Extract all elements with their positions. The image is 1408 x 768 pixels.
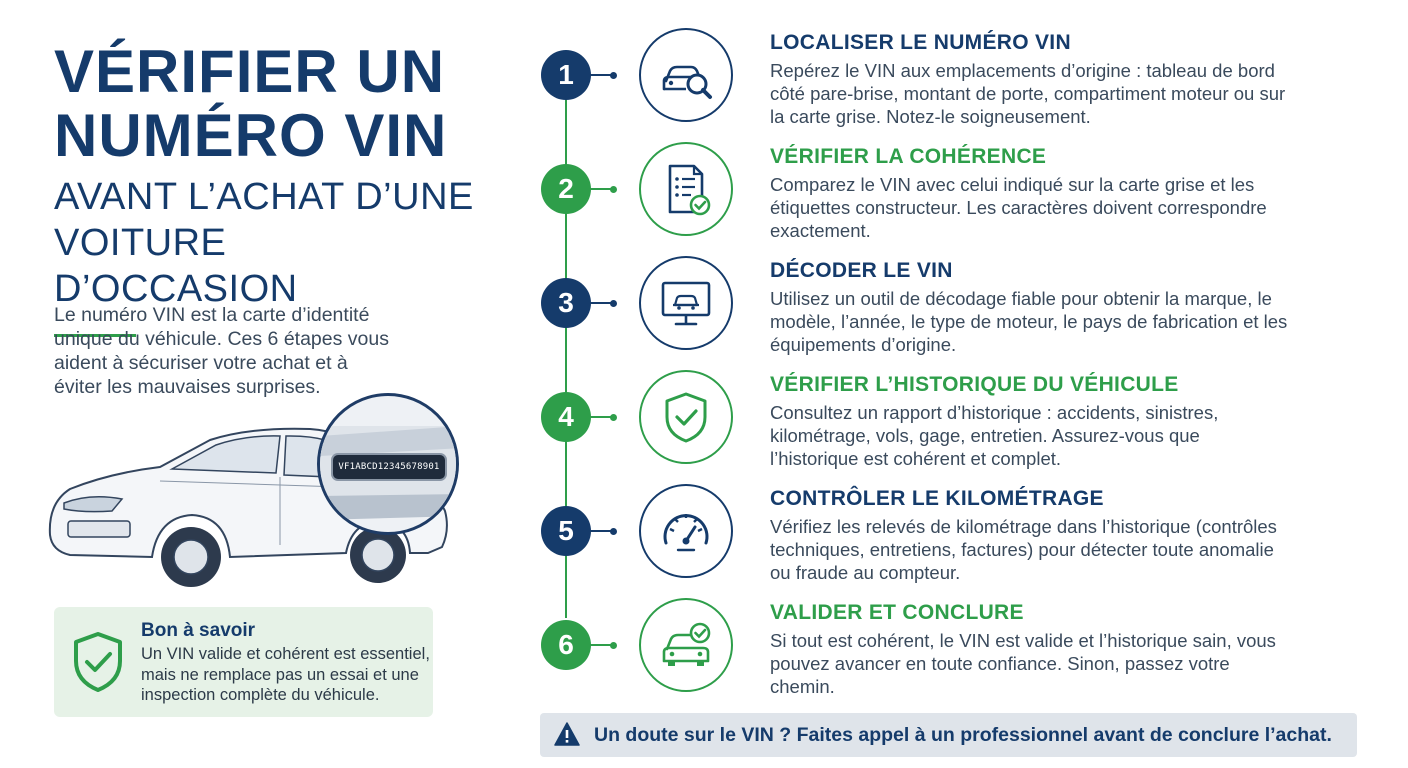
step-number-4: 4 bbox=[541, 392, 591, 442]
car-search-icon bbox=[658, 47, 714, 103]
step-number-5: 5 bbox=[541, 506, 591, 556]
step-icon-circle bbox=[639, 598, 733, 692]
tip-box bbox=[54, 607, 433, 717]
tip-text: Un VIN valide et cohérent est essentiel, mais ne remplace pas un essai et une inspection complète du véhicule. bbox=[141, 645, 430, 704]
step-icon-circle bbox=[639, 370, 733, 464]
page-title-line2: NUMÉRO VIN bbox=[54, 102, 448, 169]
step-connector-dot bbox=[610, 414, 617, 421]
step-title: VÉRIFIER L’HISTORIQUE DU VÉHICULE bbox=[770, 373, 1179, 396]
page-subtitle-line2: VOITURE D’OCCASION bbox=[54, 222, 298, 310]
alert-banner bbox=[540, 713, 1357, 757]
step-connector-dot bbox=[610, 72, 617, 79]
step-number-6: 6 bbox=[541, 620, 591, 670]
step-number-2: 2 bbox=[541, 164, 591, 214]
step-title: DÉCODER LE VIN bbox=[770, 259, 953, 282]
intro-text: Le numéro VIN est la carte d’identité unique du véhicule. Ces 6 étapes vous aident à sécuriser votre achat et à éviter les mauvaises surprises. bbox=[54, 304, 389, 398]
step-number-1: 1 bbox=[541, 50, 591, 100]
step-icon-circle bbox=[639, 28, 733, 122]
page-title-line1: VÉRIFIER UN bbox=[54, 38, 446, 105]
vin-plate: VF1ABCD12345678901 bbox=[331, 453, 447, 481]
car-check-icon bbox=[658, 617, 714, 673]
step-icon-circle bbox=[639, 484, 733, 578]
step-connector-dot bbox=[610, 300, 617, 307]
step-title: VALIDER ET CONCLURE bbox=[770, 601, 1024, 624]
step-connector-dot bbox=[610, 528, 617, 535]
step-text: Utilisez un outil de décodage fiable pour obtenir la marque, le modèle, l’année, le type de moteur, le pays de fabrication et les équipements d’origine. bbox=[770, 288, 1288, 355]
shield-check-icon bbox=[658, 389, 714, 445]
checklist-document-icon bbox=[658, 161, 714, 217]
step-title: VÉRIFIER LA COHÉRENCE bbox=[770, 145, 1047, 168]
step-icon-circle bbox=[639, 142, 733, 236]
step-title: CONTRÔLER LE KILOMÉTRAGE bbox=[770, 487, 1104, 510]
step-icon-circle bbox=[639, 256, 733, 350]
monitor-car-icon bbox=[658, 275, 714, 331]
tip-title: Bon à savoir bbox=[141, 620, 256, 641]
step-text: Vérifiez les relevés de kilométrage dans l’historique (contrôles techniques, entretiens, factures) pour détecter toute anomalie ou fraude au compteur. bbox=[770, 516, 1277, 583]
step-text: Comparez le VIN avec celui indiqué sur la carte grise et les étiquettes constructeur. Les caractères doivent correspondre exactement. bbox=[770, 174, 1267, 241]
step-text: Repérez le VIN aux emplacements d’origine : tableau de bord côté pare-brise, montant de porte, compartiment moteur ou sur la carte grise. Notez-le soigneusement. bbox=[770, 60, 1286, 127]
step-connector-dot bbox=[610, 642, 617, 649]
step-title: LOCALISER LE NUMÉRO VIN bbox=[770, 31, 1071, 54]
speedometer-icon bbox=[658, 503, 714, 559]
warning-icon bbox=[554, 722, 580, 746]
step-text: Consultez un rapport d’historique : accidents, sinistres, kilométrage, vols, gage, entretien. Assurez-vous que l’historique est cohérent et complet. bbox=[770, 402, 1219, 469]
page-subtitle-line1: AVANT L’ACHAT D’UNE bbox=[54, 176, 474, 218]
step-connector-dot bbox=[610, 186, 617, 193]
alert-text: Un doute sur le VIN ? Faites appel à un professionnel avant de conclure l’achat. bbox=[594, 724, 1332, 746]
step-text: Si tout est cohérent, le VIN est valide et l’historique sain, vous pouvez avancer en toute confiance. Sinon, passez votre chemin. bbox=[770, 630, 1276, 697]
shield-check-icon bbox=[72, 631, 124, 693]
step-number-3: 3 bbox=[541, 278, 591, 328]
header bbox=[54, 40, 474, 337]
